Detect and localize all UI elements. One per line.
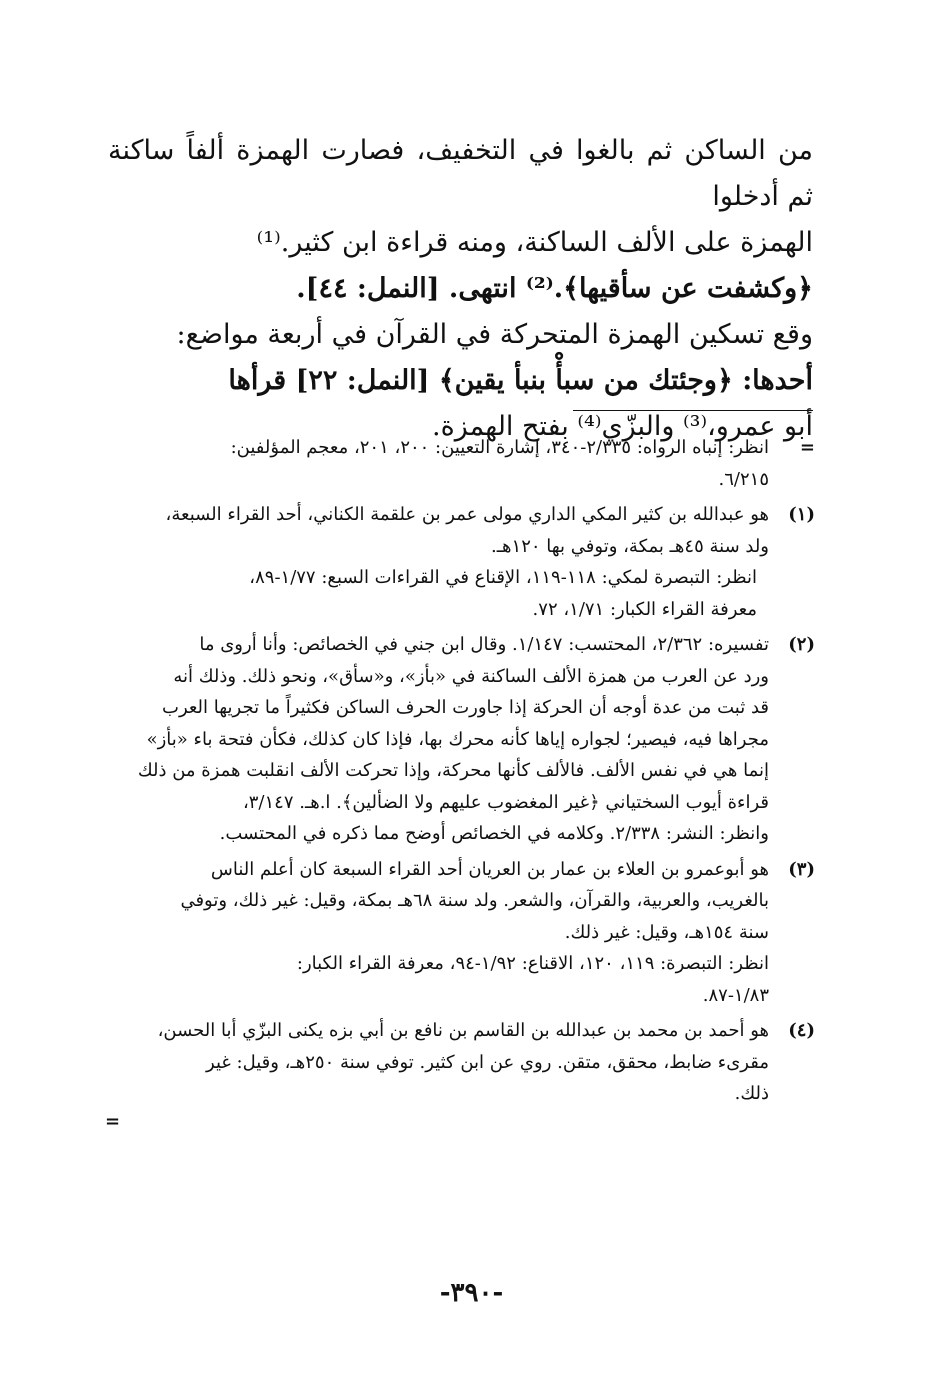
footnote-line: انظر: إنباه الرواه: ٢/٣٣٥-٣٤٠، إشارة التعيين: ٢٠٠، ٢٠١، معجم المؤلفين: [230,437,769,458]
quran-quote-line: أحدها: ﴿وجئتك من سبأْ بنبأ يقين﴾ [النمل: ٢٢] قرأها [228,365,813,396]
footnote-line: مجراها فيه، فيصير؛ لجواره إياها كأنه محرك بها، فإذا كان كذلك، فكأن فتحة باء «بأز» [146,728,769,750]
footnote-line: ٦/٢١٥. [718,468,769,490]
footnote-1 [105,499,815,625]
footnote-line: هو أحمد بن محمد بن عبدالله بن القاسم بن نافع بن أبي بزه يكنى البزّي أبا الحسن، [157,1020,769,1041]
footnote-line: بالغريب، والعربية، والقرآن، والشعر. ولد سنة ٦٨هـ بمكة، وقيل: غير ذلك، وتوفي [180,890,769,911]
footnote-reference-line: ١/٨٣-٨٧. [702,984,769,1006]
footnote-line: هو عبدالله بن كثير المكي الداري مولى عمر بن علقمة الكناني، أحد القراء السبعة، [165,504,769,525]
footnote-marker: (٢) [788,634,815,655]
footnote-body [105,432,769,495]
footnote-marker: (٣) [788,858,815,880]
page-number: -٣٩٠- [439,1278,504,1308]
footnote-reference-line: معرفة القراء الكبار: ١/٧١، ٧٢. [532,598,757,620]
footnote-marker: (١) [788,504,815,525]
footnotes [105,432,815,1138]
footnote-marker: = [799,437,815,458]
continuation-marker: = [105,1110,121,1132]
main-line: من الساكن ثم بالغوا في التخفيف، فصارت الهمزة ألفاً ساكنة ثم أدخلوا [108,135,813,212]
footnote-reference-line: انظر: التبصرة لمكي: ١١٨-١١٩، الإقناع في القراءات السبع: ١/٧٧-٨٩، [249,567,757,588]
footnote-continuation [105,432,815,495]
footnote-line: قد ثبت من عدة أوجه أن الحركة إذا جاورت الحرف الساكن فكثيراً ما تجريها العرب [162,697,769,718]
quran-quote-line: ﴿وكشفت عن سأقيها﴾.⁽²⁾ انتهى. [النمل: ٤٤]. [296,273,813,304]
footnote-line: تفسيره: ٢/٣٦٢، المحتسب: ١/١٤٧. وقال ابن جني في الخصائص: وأنا أروى ما [199,634,769,655]
footnote-body [105,1015,769,1134]
footnote-marker: (٤) [788,1020,815,1041]
footnote-4 [105,1015,815,1134]
footnote-2 [105,629,815,850]
footnote-body [105,854,769,1012]
footnote-reference-line: انظر: التبصرة: ١١٩، ١٢٠، الاقناع: ١/٩٢-٩٤، معرفة القراء الكبار: [296,953,769,974]
main-line: أبو عمرو،⁽³⁾ والبزّي⁽⁴⁾ بفتح الهمزة. [432,411,813,442]
main-text [108,128,813,450]
footnote-line: وانظر: النشر: ٢/٣٣٨. وكلامه في الخصائص أوضح مما ذكره في المحتسب. [219,823,769,844]
footnote-body [105,629,769,850]
footnote-line: ولد سنة ٤٥هـ بمكة، وتوفي بها ١٢٠هـ. [491,535,769,557]
footnote-divider [573,410,813,411]
footnote-line: مقرىء ضابط، محقق، متقن. روي عن ابن كثير. توفي سنة ٢٥٠هـ، وقيل: غير [206,1051,769,1073]
footnote-body [105,499,769,625]
footnote-3 [105,854,815,1012]
footnote-line: سنة ١٥٤هـ، وقيل: غير ذلك. [564,921,769,943]
footnote-line: ذلك. [734,1083,769,1104]
main-line: وقع تسكين الهمزة المتحركة في القرآن في أربعة مواضع: [176,319,813,350]
main-line: الهمزة على الألف الساكنة، ومنه قراءة ابن كثير.⁽¹⁾ [256,227,813,258]
footnote-line: هو أبوعمرو بن العلاء بن عمار بن العريان أحد القراء السبعة كان أعلم الناس [210,858,769,880]
footnote-line: إنما هي في نفس الألف. فالألف كأنها محركة، وإذا تحركت الألف انقلبت همزة من ذلك [137,760,769,781]
footnote-line: قراءة أيوب السختياني ﴿غير المغضوب عليهم ولا الضألين﴾. ا.هـ. ٣/١٤٧، [242,791,769,813]
footnote-line: ورد عن العرب من همزة الألف الساكنة في «بأز»، و«سأق»، ونحو ذلك. وذلك أنه [173,665,769,687]
